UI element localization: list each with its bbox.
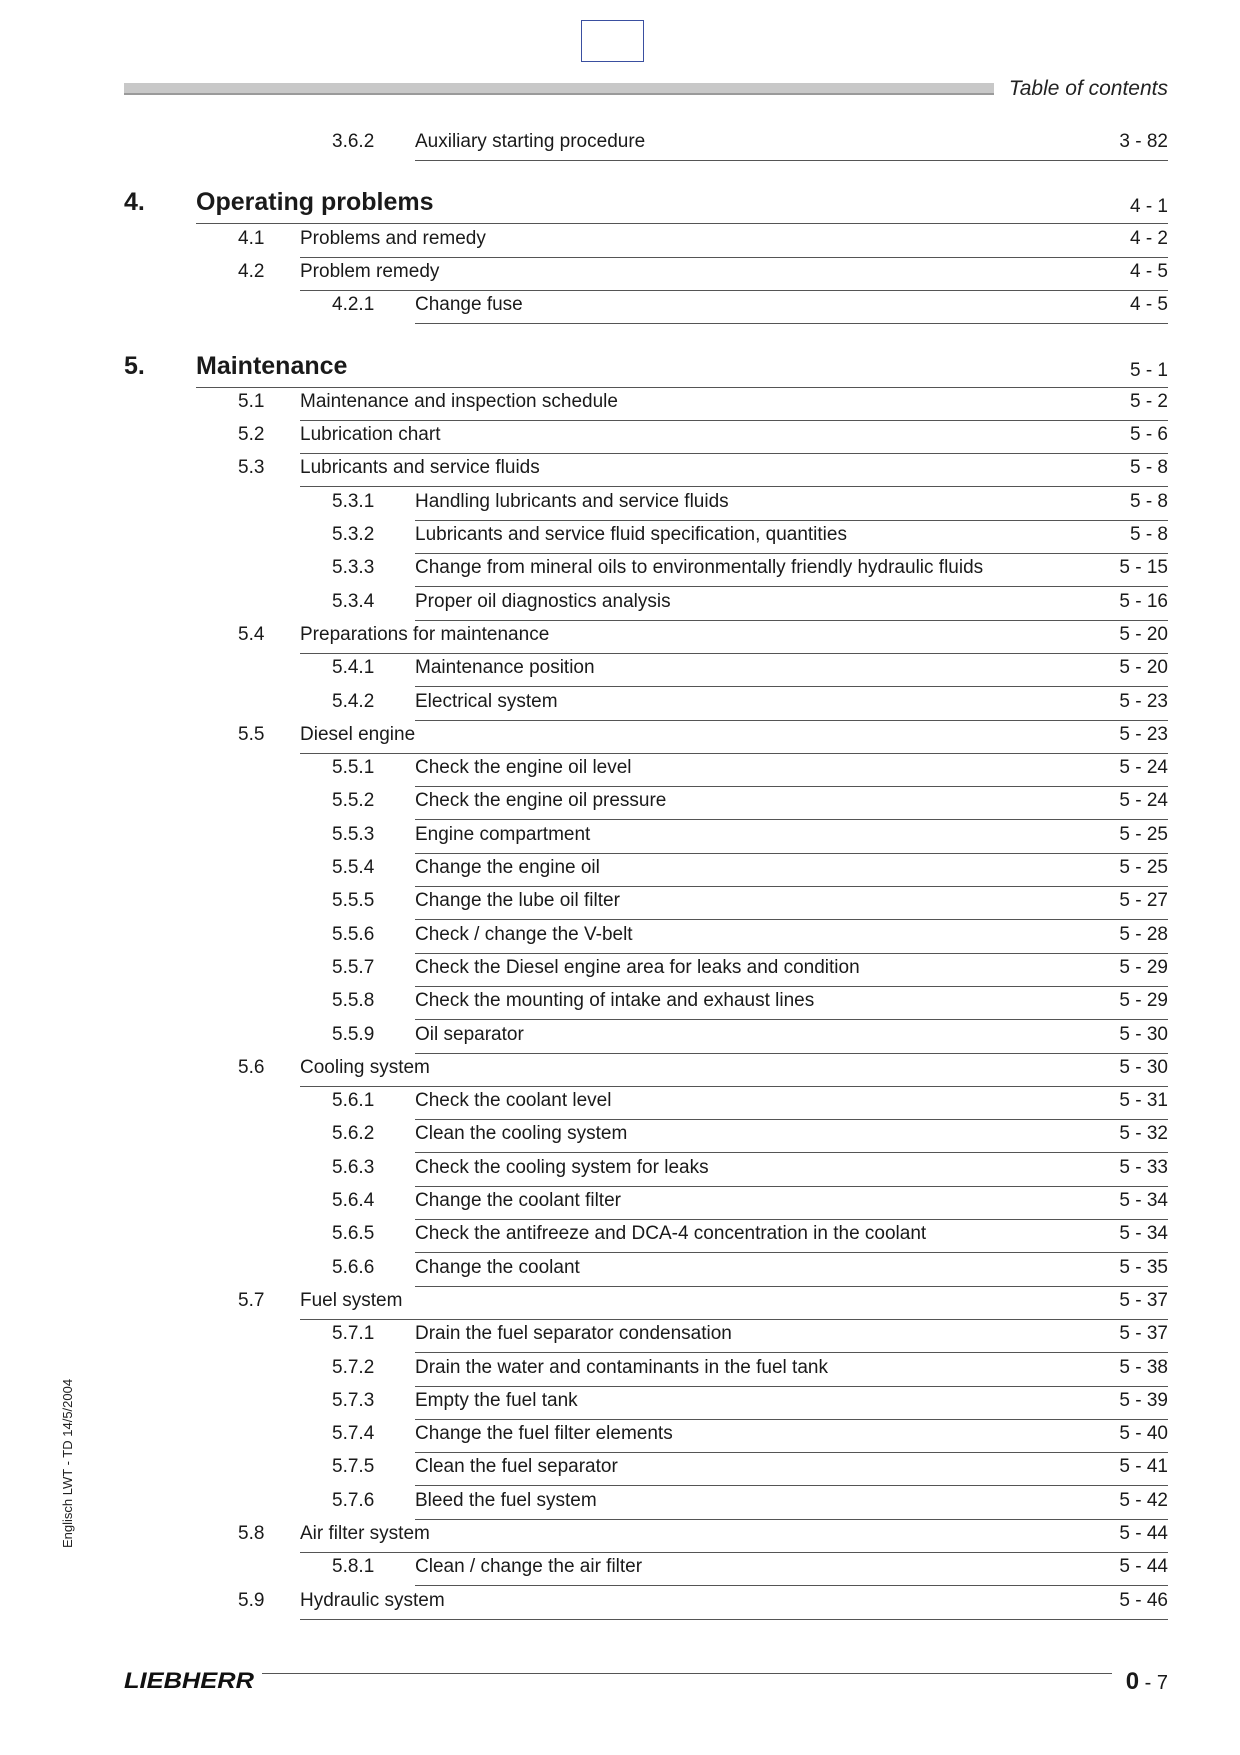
toc-entry-page: 5 - 24 bbox=[1119, 757, 1168, 779]
toc-entry-title: Auxiliary starting procedure bbox=[415, 131, 646, 152]
toc-entry-title: Problem remedy bbox=[300, 260, 440, 282]
toc-entry-title: Diesel engine bbox=[300, 723, 416, 745]
toc-entry-page: 5 - 29 bbox=[1119, 956, 1168, 978]
toc-entry-page: 5 - 6 bbox=[1129, 424, 1168, 446]
toc-entry-page: 5 - 30 bbox=[1119, 1056, 1168, 1078]
toc-entry bbox=[238, 224, 1168, 258]
toc-entry bbox=[332, 1452, 1168, 1486]
footer-page: 7 bbox=[1156, 1672, 1168, 1694]
toc-entry-number: 5.6.5 bbox=[332, 1223, 375, 1245]
toc-entry-number: 5.5.5 bbox=[332, 890, 375, 912]
toc-entry-page: 5 - 23 bbox=[1119, 723, 1168, 745]
toc-entry bbox=[238, 1586, 1168, 1620]
toc-entry-title: Clean the cooling system bbox=[415, 1123, 628, 1145]
toc-entry-number: 5.6.1 bbox=[332, 1090, 375, 1112]
toc-entry-number: 5.6 bbox=[238, 1056, 265, 1078]
footer-separator: - bbox=[1139, 1672, 1157, 1694]
toc-entry-page: 5 - 8 bbox=[1129, 524, 1168, 545]
toc-entry-number: 5.5.9 bbox=[332, 1023, 375, 1045]
toc-entry-page: 5 - 8 bbox=[1129, 457, 1168, 479]
toc-entry-title: Handling lubricants and service fluids bbox=[415, 490, 729, 512]
toc-entry bbox=[332, 1486, 1168, 1520]
toc-entry-number: 5.4 bbox=[238, 623, 265, 645]
toc-entry bbox=[238, 453, 1168, 487]
toc-entry-page: 5 - 34 bbox=[1119, 1223, 1168, 1245]
toc-entry-title: Check the engine oil level bbox=[415, 757, 632, 779]
toc-entry-number: 5.5.4 bbox=[332, 857, 375, 878]
toc-entry bbox=[332, 1353, 1168, 1387]
toc-entry-title: Check the cooling system for leaks bbox=[415, 1156, 709, 1178]
side-note: Englisch LWT - TD 14/5/2004 bbox=[60, 1378, 75, 1548]
toc-entry bbox=[332, 820, 1168, 854]
toc-entry-title: Change the fuel filter elements bbox=[415, 1423, 673, 1445]
toc-entry-rule bbox=[415, 323, 1168, 324]
toc-entry-page: 5 - 34 bbox=[1119, 1190, 1168, 1211]
toc-entry-page: 5 - 32 bbox=[1119, 1123, 1168, 1145]
toc-entry-page: 5 - 20 bbox=[1119, 623, 1168, 645]
toc-entry-title: Clean the fuel separator bbox=[415, 1456, 618, 1478]
toc-entry-number: 5.5.1 bbox=[332, 757, 375, 779]
toc-entry bbox=[124, 190, 1168, 224]
toc-entry-number: 5.3.2 bbox=[332, 524, 375, 545]
toc-entry-number: 5.3 bbox=[238, 457, 265, 479]
toc-entry-page: 5 - 42 bbox=[1119, 1489, 1168, 1511]
toc-entry-page: 5 - 15 bbox=[1119, 557, 1168, 579]
toc-entry bbox=[238, 387, 1168, 421]
toc-entry-title: Check the coolant level bbox=[415, 1090, 612, 1112]
toc-entry-number: 5. bbox=[124, 351, 145, 380]
toc-entry-title: Check the antifreeze and DCA-4 concentration in the coolant bbox=[415, 1223, 927, 1245]
toc-entry-title: Engine compartment bbox=[415, 823, 591, 845]
toc-entry-title: Clean / change the air filter bbox=[415, 1556, 643, 1578]
toc-entry bbox=[238, 720, 1168, 754]
toc-entry-page: 5 - 41 bbox=[1119, 1456, 1168, 1478]
toc-entry-page: 5 - 24 bbox=[1119, 790, 1168, 812]
toc-entry-title: Change the coolant bbox=[415, 1256, 580, 1278]
toc-entry-title: Preparations for maintenance bbox=[300, 623, 550, 645]
toc-entry-title: Cooling system bbox=[300, 1056, 430, 1078]
toc-entry-number: 5.5.8 bbox=[332, 990, 375, 1012]
toc-entry-number: 5.7.4 bbox=[332, 1423, 375, 1445]
toc-entry-page: 5 - 20 bbox=[1119, 657, 1168, 679]
toc-entry bbox=[332, 290, 1168, 324]
toc-entry-number: 5.5.2 bbox=[332, 790, 375, 812]
toc-entry-number: 5.7 bbox=[238, 1289, 265, 1311]
toc-entry bbox=[332, 953, 1168, 987]
toc-entry bbox=[238, 1053, 1168, 1087]
toc-entry bbox=[332, 1020, 1168, 1054]
toc-entry-rule bbox=[415, 160, 1168, 161]
toc-entry-title: Operating problems bbox=[196, 188, 434, 217]
toc-entry bbox=[332, 1119, 1168, 1153]
header-box bbox=[581, 20, 644, 62]
toc-entry-number: 5.7.3 bbox=[332, 1389, 375, 1411]
toc-entry-page: 5 - 27 bbox=[1119, 890, 1168, 912]
toc-entry-title: Maintenance position bbox=[415, 657, 595, 679]
toc-entry-number: 5.2 bbox=[238, 424, 265, 446]
toc-entry-number: 5.8 bbox=[238, 1523, 265, 1544]
toc-entry-number: 5.5.3 bbox=[332, 823, 375, 845]
toc-entry bbox=[332, 986, 1168, 1020]
toc-entry bbox=[332, 920, 1168, 954]
toc-entry-page: 5 - 31 bbox=[1119, 1090, 1168, 1112]
toc-entry-page: 5 - 37 bbox=[1119, 1323, 1168, 1345]
toc-entry bbox=[332, 127, 1168, 161]
toc-entry-title: Maintenance and inspection schedule bbox=[300, 390, 618, 412]
toc-entry-title: Empty the fuel tank bbox=[415, 1389, 578, 1411]
toc-entry-number: 5.1 bbox=[238, 390, 265, 412]
toc-entry-title: Check the engine oil pressure bbox=[415, 790, 667, 812]
toc-entry-page: 5 - 23 bbox=[1119, 690, 1168, 712]
toc-entry-number: 5.7.6 bbox=[332, 1489, 375, 1511]
toc-entry-title: Change the coolant filter bbox=[415, 1190, 621, 1211]
toc-entry bbox=[332, 587, 1168, 621]
toc-entry-page: 5 - 39 bbox=[1119, 1389, 1168, 1411]
toc-entry-title: Change the lube oil filter bbox=[415, 890, 620, 912]
toc-entry-page: 5 - 25 bbox=[1119, 823, 1168, 845]
toc-entry-page: 5 - 25 bbox=[1119, 857, 1168, 878]
toc-entry-number: 5.4.1 bbox=[332, 657, 375, 679]
toc-entry-page: 5 - 44 bbox=[1119, 1556, 1168, 1578]
toc-entry-number: 5.6.6 bbox=[332, 1256, 375, 1278]
toc-entry-number: 5.7.2 bbox=[332, 1356, 375, 1378]
toc-entry bbox=[332, 886, 1168, 920]
toc-entry-title: Electrical system bbox=[415, 690, 558, 712]
footer-rule bbox=[262, 1673, 1112, 1674]
toc-entry-title: Air filter system bbox=[300, 1523, 430, 1544]
toc-entry-rule bbox=[300, 1619, 1168, 1620]
toc-entry-title: Bleed the fuel system bbox=[415, 1489, 597, 1511]
toc-entry-number: 5.5.7 bbox=[332, 956, 375, 978]
toc-entry bbox=[332, 1552, 1168, 1586]
toc-entry-title: Check the mounting of intake and exhaust lines bbox=[415, 990, 815, 1012]
toc-entry-title: Check / change the V-belt bbox=[415, 923, 633, 945]
header-title: Table of contents bbox=[1008, 77, 1168, 100]
toc-entry-title: Drain the water and contaminants in the fuel tank bbox=[415, 1356, 828, 1378]
toc-entry bbox=[124, 351, 1168, 388]
toc-entry-title: Check the Diesel engine area for leaks and condition bbox=[415, 956, 860, 978]
toc-entry bbox=[332, 1153, 1168, 1187]
toc-entry bbox=[332, 553, 1168, 587]
toc-entry-number: 5.3.3 bbox=[332, 557, 375, 579]
toc-entry-title: Change the engine oil bbox=[415, 857, 600, 878]
toc-entry-number: 5.9 bbox=[238, 1589, 265, 1611]
toc-entry bbox=[238, 1519, 1168, 1553]
toc-entry-page: 5 - 8 bbox=[1129, 490, 1168, 512]
footer-page-number bbox=[1126, 1668, 1168, 1696]
toc-entry-title: Lubricants and service fluids bbox=[300, 457, 540, 479]
toc-entry bbox=[332, 520, 1168, 554]
toc-entry-page: 5 - 40 bbox=[1119, 1423, 1168, 1445]
toc-entry bbox=[332, 1253, 1168, 1287]
toc-entry bbox=[238, 420, 1168, 454]
footer-chapter: 0 bbox=[1125, 1668, 1140, 1695]
toc-entry-page: 5 - 28 bbox=[1119, 923, 1168, 945]
toc-entry bbox=[332, 653, 1168, 687]
toc-entry-number: 5.8.1 bbox=[332, 1556, 375, 1578]
toc-entry-number: 5.7.1 bbox=[332, 1323, 375, 1345]
toc-entry-page: 5 - 2 bbox=[1129, 390, 1168, 412]
toc-entry-number: 4. bbox=[124, 188, 145, 217]
toc-entry-page: 5 - 35 bbox=[1119, 1256, 1168, 1278]
toc-entry-number: 5.3.1 bbox=[332, 490, 375, 512]
toc-entry bbox=[238, 257, 1168, 291]
toc-entry bbox=[332, 786, 1168, 820]
toc-entry-number: 5.5 bbox=[238, 723, 265, 745]
toc-entry bbox=[332, 753, 1168, 787]
toc-entry-number: 4.2.1 bbox=[332, 294, 375, 316]
toc-entry bbox=[332, 1086, 1168, 1120]
toc-entry-page: 5 - 29 bbox=[1119, 990, 1168, 1012]
toc-entry bbox=[332, 1319, 1168, 1353]
toc-entry bbox=[332, 487, 1168, 521]
toc-entry-page: 5 - 30 bbox=[1119, 1023, 1168, 1045]
toc-entry-number: 5.6.3 bbox=[332, 1156, 375, 1178]
toc-entry-page: 4 - 5 bbox=[1129, 294, 1168, 316]
logo-text: LIEBHERR bbox=[124, 1669, 255, 1691]
toc-entry bbox=[332, 1386, 1168, 1420]
header-bar bbox=[124, 83, 994, 95]
toc-entry-page: 4 - 5 bbox=[1129, 260, 1168, 282]
toc-entry-title: Proper oil diagnostics analysis bbox=[415, 590, 671, 612]
toc-entry-page: 5 - 1 bbox=[1129, 359, 1168, 381]
toc-entry-title: Hydraulic system bbox=[300, 1589, 445, 1611]
toc-entry-page: 5 - 44 bbox=[1119, 1523, 1168, 1544]
toc-entry bbox=[332, 1186, 1168, 1220]
toc-entry-title: Change from mineral oils to environmentally friendly hydraulic fluids bbox=[415, 557, 984, 579]
toc-entry-page: 4 - 2 bbox=[1129, 227, 1168, 249]
toc-entry-number: 5.7.5 bbox=[332, 1456, 375, 1478]
toc-entry-title: Lubrication chart bbox=[300, 424, 441, 446]
toc-entry-number: 4.2 bbox=[238, 260, 265, 282]
toc-entry-title: Problems and remedy bbox=[300, 227, 486, 249]
toc-entry-number: 5.5.6 bbox=[332, 923, 375, 945]
toc-entry bbox=[332, 1219, 1168, 1253]
toc-entry-page: 5 - 33 bbox=[1119, 1156, 1168, 1178]
toc-entry-title: Oil separator bbox=[415, 1023, 524, 1045]
toc-entry bbox=[332, 1419, 1168, 1453]
toc-entry-title: Lubricants and service fluid specification, quantities bbox=[415, 524, 847, 545]
toc-entry bbox=[238, 1286, 1168, 1320]
toc-entry-page: 4 - 1 bbox=[1129, 196, 1168, 218]
toc-entry-page: 5 - 16 bbox=[1119, 590, 1168, 612]
toc-entry bbox=[238, 620, 1168, 654]
toc-entry bbox=[332, 853, 1168, 887]
toc-entry-title: Maintenance bbox=[196, 351, 348, 380]
toc-entry-page: 3 - 82 bbox=[1119, 131, 1168, 152]
toc-entry-number: 3.6.2 bbox=[332, 131, 375, 152]
toc-entry-number: 5.6.2 bbox=[332, 1123, 375, 1145]
toc-entry-number: 5.3.4 bbox=[332, 590, 375, 612]
toc-entry-title: Drain the fuel separator condensation bbox=[415, 1323, 732, 1345]
toc-entry-number: 5.6.4 bbox=[332, 1190, 375, 1211]
toc-entry-title: Change fuse bbox=[415, 294, 523, 316]
toc-entry-page: 5 - 46 bbox=[1119, 1589, 1168, 1611]
toc-entry-number: 4.1 bbox=[238, 227, 265, 249]
toc-entry bbox=[332, 687, 1168, 721]
liebherr-logo bbox=[124, 1669, 256, 1691]
toc-entry-title: Fuel system bbox=[300, 1289, 403, 1311]
toc-entry-number: 5.4.2 bbox=[332, 690, 375, 712]
toc-entry-page: 5 - 37 bbox=[1119, 1289, 1168, 1311]
toc-entry-page: 5 - 38 bbox=[1119, 1356, 1168, 1378]
